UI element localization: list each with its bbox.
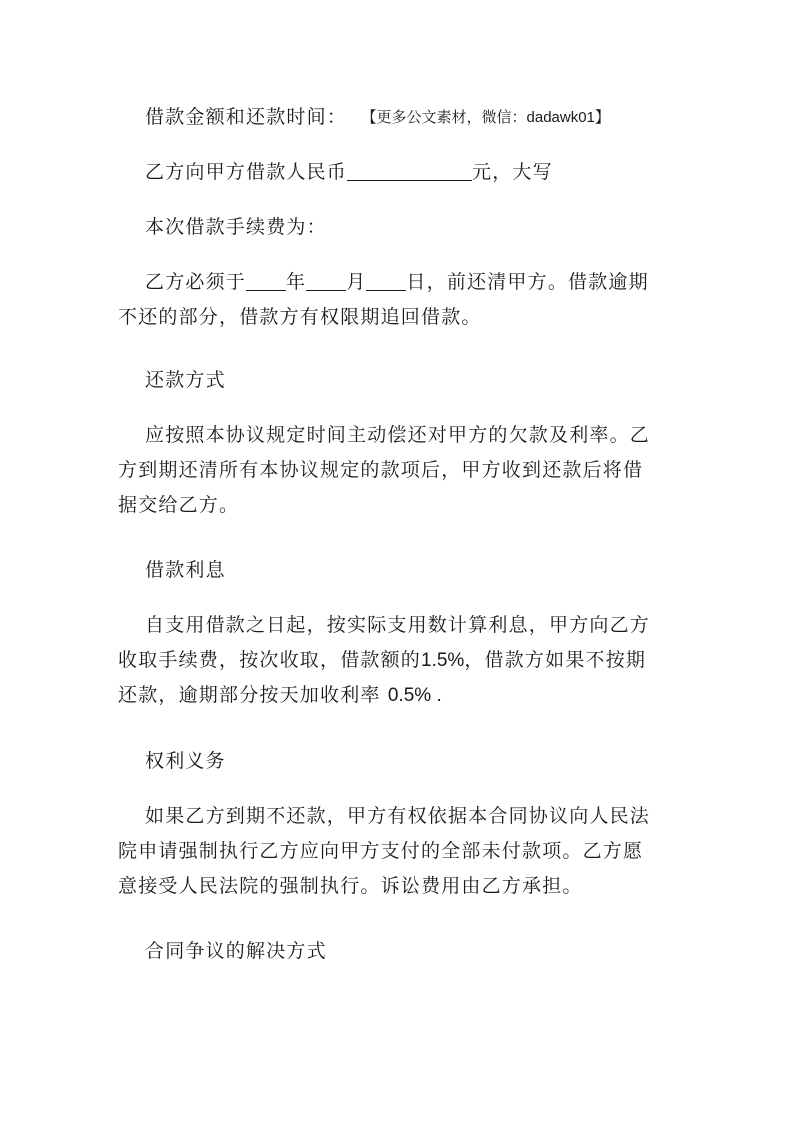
loan-amount-heading	[118, 100, 678, 135]
day-label: 日，前还清甲方。借款逾期	[406, 271, 649, 293]
section-heading-dispute	[118, 934, 678, 969]
amount-blank	[347, 158, 472, 181]
loan-amount-suffix: 元，大写	[472, 161, 553, 183]
loan-amount-line	[118, 155, 678, 190]
interest-line-2b: ，借款方如果不按期	[464, 649, 647, 671]
repayment-line-3: 据交给乙方。	[118, 494, 240, 516]
loan-amount-text: 乙方向甲方借款人民币	[145, 161, 348, 183]
year-blank	[246, 268, 286, 291]
interest-line-2a: 收取手续费，按次收取，借款额的	[118, 649, 422, 671]
loan-amount-heading-text: 借款金额和还款时间：	[145, 106, 348, 128]
fee-rate: 1.5%	[421, 650, 465, 671]
repayment-paragraph	[118, 418, 678, 523]
repay-date-start: 乙方必须于	[145, 271, 247, 293]
rights-line-1: 如果乙方到期不还款，甲方有权依据本合同协议向人民法	[145, 805, 651, 827]
rights-line-2: 院申请强制执行乙方应向甲方支付的全部未付款项。乙方愿	[118, 840, 644, 862]
repay-date-continuation: 不还的部分，借款方有权限期追回借款。	[118, 306, 482, 328]
section-heading-interest	[118, 553, 678, 588]
section-heading-rights-text: 权利义务	[145, 750, 226, 772]
rights-line-3: 意接受人民法院的强制执行。诉讼费用由乙方承担。	[118, 875, 583, 897]
source-note: 【更多公文素材，微信：dadawk01】	[369, 109, 610, 126]
section-heading-dispute-text: 合同争议的解决方式	[145, 940, 327, 962]
section-heading-repayment	[118, 363, 678, 398]
year-label: 年	[286, 271, 307, 293]
day-blank	[366, 268, 406, 291]
repayment-line-1: 应按照本协议规定时间主动偿还对甲方的欠款及利率。乙	[145, 424, 651, 446]
interest-line-1: 自支用借款之日起，按实际支用数计算利息，甲方向乙方	[145, 614, 651, 636]
rights-paragraph	[118, 799, 678, 904]
interest-paragraph	[118, 608, 678, 713]
section-heading-repayment-text: 还款方式	[145, 369, 226, 391]
overdue-rate: 0.5% .	[387, 685, 442, 706]
repay-date-paragraph	[118, 265, 678, 335]
section-heading-interest-text: 借款利息	[145, 559, 226, 581]
section-heading-rights	[118, 744, 678, 779]
fee-text: 本次借款手续费为：	[145, 216, 327, 238]
fee-line	[118, 210, 678, 245]
interest-line-3a: 还款，逾期部分按天加收利率	[118, 684, 381, 706]
repayment-line-2: 方到期还清所有本协议规定的款项后，甲方收到还款后将借	[118, 459, 644, 481]
month-blank	[306, 268, 346, 291]
month-label: 月	[346, 271, 367, 293]
